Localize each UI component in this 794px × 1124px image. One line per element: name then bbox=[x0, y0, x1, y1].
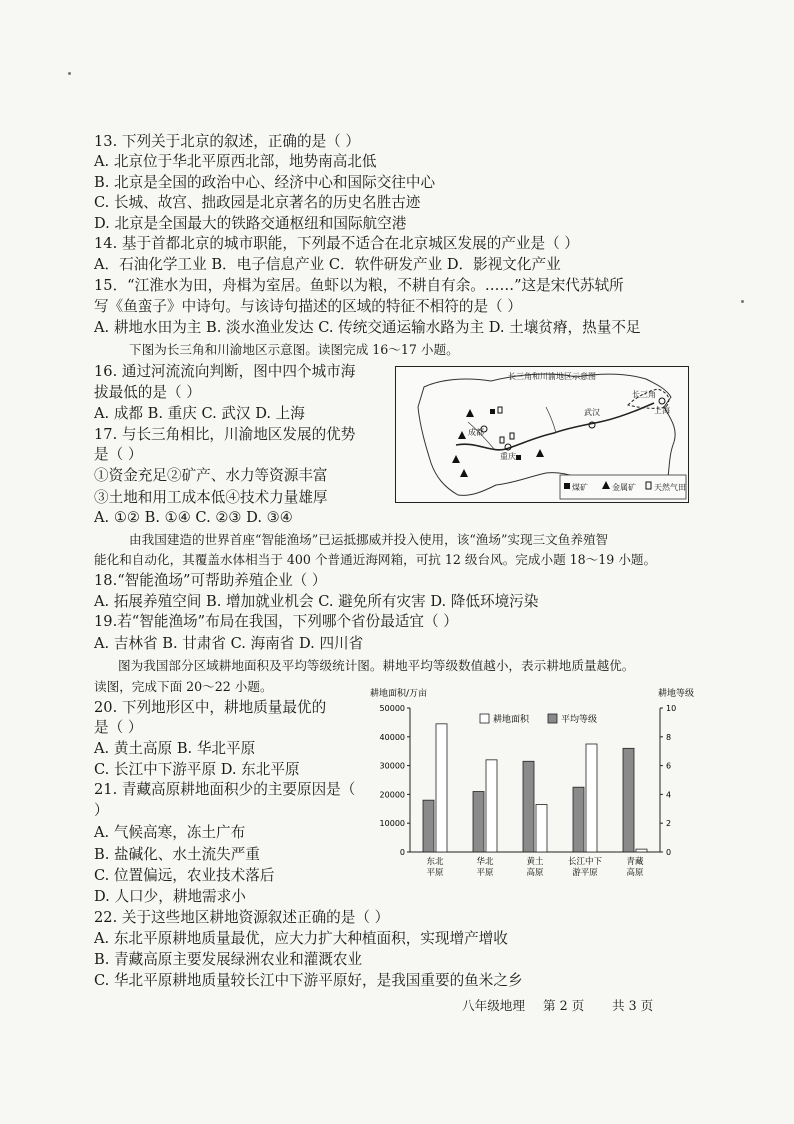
chart-svg bbox=[368, 686, 698, 886]
city-label-chongqing: 重庆 bbox=[500, 452, 516, 461]
bar-grade-1 bbox=[473, 792, 484, 852]
q19-stem: 19.若“智能渔场”布局在我国，下列哪个省份最适宜（ ） bbox=[94, 613, 458, 630]
x-tick-label: 黄土 bbox=[526, 857, 544, 867]
q13-option-d: D. 北京是全国最大的铁路交通枢纽和国际航空港 bbox=[94, 215, 407, 232]
shanghai-marker bbox=[659, 398, 665, 404]
bar-grade-4 bbox=[623, 748, 634, 852]
right-tick-label: 8 bbox=[666, 732, 672, 742]
right-tick-label: 6 bbox=[666, 761, 672, 771]
q13-stem: 13. 下列关于北京的叙述，正确的是（ ） bbox=[94, 133, 360, 150]
q17-statement-1: ①资金充足②矿产、水力等资源丰富 bbox=[94, 467, 328, 484]
bar-grade-2 bbox=[523, 761, 534, 852]
legend-coal-label: 煤矿 bbox=[572, 483, 588, 492]
q14-stem: 14. 基于首都北京的城市职能，下列最不适合在北京城区发展的产业是（ ） bbox=[94, 235, 579, 252]
bar-grade-0 bbox=[423, 800, 434, 852]
q22-option-c: C. 华北平原耕地质量较长江中下游平原好，是我国重要的鱼米之乡 bbox=[94, 972, 523, 989]
legend-area-swatch bbox=[480, 714, 489, 723]
bar-grade-3 bbox=[573, 787, 584, 852]
q21-option-a: A. 气候高寒，冻土广布 bbox=[94, 824, 246, 841]
left-tick-label: 50000 bbox=[379, 704, 405, 713]
q21-option-b: B. 盐碱化、水土流失严重 bbox=[94, 846, 260, 863]
legend-metal-label: 金属矿 bbox=[612, 483, 636, 492]
q17-stem-1: 17. 与长三角相比，川渝地区发展的优势 bbox=[94, 426, 356, 443]
x-tick-label: 长江中下 bbox=[567, 857, 603, 867]
q21-stem-2: ） bbox=[94, 802, 109, 819]
metal-mine-symbol bbox=[536, 449, 544, 457]
farmland-bar-chart bbox=[368, 686, 698, 886]
q16-options: A. 成都 B. 重庆 C. 武汉 D. 上海 bbox=[94, 405, 305, 422]
x-tick-label: 高原 bbox=[526, 868, 544, 878]
bar-area-0 bbox=[436, 724, 447, 852]
right-tick-label: 0 bbox=[666, 848, 672, 857]
left-tick-label: 10000 bbox=[379, 819, 405, 829]
fishery-intro-2: 能化和自动化，其覆盖水体相当于 400 个普通近海网箱，可抗 12 级台风。完成小题 18～19 小题。 bbox=[94, 552, 657, 567]
q14-options: A．石油化学工业 B．电子信息产业 C．软件研发产业 D．影视文化产业 bbox=[94, 256, 561, 273]
gas-field-symbol bbox=[498, 407, 502, 413]
metal-mine-symbol bbox=[458, 431, 466, 439]
right-axis-title: 耕地等级 bbox=[657, 689, 694, 699]
coal-mine-symbol bbox=[490, 409, 495, 414]
q21-option-d: D. 人口少，耕地需求小 bbox=[94, 888, 246, 905]
left-axis-title: 耕地面积/万亩 bbox=[370, 689, 428, 699]
q17-stem-2: 是（ ） bbox=[94, 446, 143, 463]
q16-stem-1: 16. 通过河流流向判断，图中四个城市海 bbox=[94, 363, 356, 380]
q20-stem-1: 20. 下列地形区中，耕地质量最优的 bbox=[94, 699, 327, 716]
scan-speck bbox=[68, 72, 71, 75]
left-tick-label: 20000 bbox=[379, 790, 405, 800]
legend-grade-swatch bbox=[548, 714, 557, 723]
left-tick-label: 0 bbox=[399, 848, 405, 857]
city-label-wuhan: 武汉 bbox=[584, 408, 600, 417]
q19-options: A. 吉林省 B. 甘肃省 C. 海南省 D. 四川省 bbox=[94, 635, 364, 652]
bar-area-1 bbox=[486, 760, 497, 852]
q13-option-b: B. 北京是全国的政治中心、经济中心和国际交往中心 bbox=[94, 174, 436, 191]
footer-page: 第 2 页 bbox=[543, 998, 585, 1013]
q15-stem-1: 15．“江淮水为田，舟楫为室居。鱼虾以为粮，不耕自有余。……”这是宋代苏轼所 bbox=[94, 277, 624, 294]
city-label-chengdu: 成都 bbox=[468, 428, 484, 437]
left-tick-label: 40000 bbox=[379, 732, 405, 742]
left-tick-label: 30000 bbox=[379, 761, 405, 771]
chart-intro-2: 读图，完成下面 20～22 小题。 bbox=[94, 679, 273, 694]
yangtze-map-figure bbox=[395, 366, 689, 503]
q21-option-c: C. 位置偏远，农业技术落后 bbox=[94, 867, 275, 884]
metal-mine-symbol bbox=[466, 409, 474, 417]
q15-options: A. 耕地水田为主 B. 淡水渔业发达 C. 传统交通运输水路为主 D. 土壤贫瘠，热量不足 bbox=[94, 319, 641, 336]
q20-stem-2: 是（ ） bbox=[94, 719, 143, 736]
q16-stem-2: 拔最低的是（ ） bbox=[94, 384, 201, 401]
map-title: 长三角和川渝地区示意图 bbox=[508, 372, 596, 381]
metal-mine-symbol bbox=[460, 469, 468, 477]
gas-field-symbol bbox=[500, 437, 504, 443]
x-tick-label: 青藏 bbox=[626, 857, 644, 867]
x-tick-label: 游平原 bbox=[572, 868, 598, 878]
fishery-intro-1: 由我国建造的世界首座“智能渔场”已运抵挪威并投入使用，该“渔场”实现三文鱼养殖智 bbox=[129, 532, 609, 547]
x-tick-label: 平原 bbox=[476, 868, 494, 878]
bar-area-3 bbox=[586, 744, 597, 852]
x-tick-label: 平原 bbox=[426, 868, 444, 878]
legend-grade-label: 平均等级 bbox=[561, 715, 598, 725]
city-label-shanghai: 上海 bbox=[654, 406, 670, 415]
q22-stem: 22. 关于这些地区耕地资源叙述正确的是（ ） bbox=[94, 909, 390, 926]
yangtze-map-drawing bbox=[396, 367, 688, 502]
bar-area-4 bbox=[636, 849, 647, 852]
map-intro: 下图为长三角和川渝地区示意图。读图完成 16～17 小题。 bbox=[129, 342, 459, 357]
x-tick-label: 华北 bbox=[476, 857, 494, 867]
q17-statement-2: ③土地和用工成本低④技术力量雄厚 bbox=[94, 489, 328, 506]
footer-grade: 八年级地理 bbox=[462, 998, 525, 1013]
region-label-delta: 长三角 bbox=[632, 390, 656, 399]
footer-total: 共 3 页 bbox=[612, 998, 654, 1013]
chart-intro-1: 图为我国部分区域耕地面积及平均等级统计图。耕地平均等级数值越小，表示耕地质量越优。 bbox=[118, 658, 635, 673]
legend-gas-label: 天然气田 bbox=[654, 483, 686, 492]
right-tick-label: 4 bbox=[666, 790, 672, 800]
metal-mine-symbol bbox=[452, 455, 460, 463]
q15-stem-2: 写《鱼蛮子》中诗句。与该诗句描述的区域的特征不相符的是（ ） bbox=[94, 298, 522, 315]
scan-speck bbox=[741, 300, 744, 303]
q22-option-b: B. 青藏高原主要发展绿洲农业和灌溉农业 bbox=[94, 951, 363, 968]
q17-options: A. ①② B. ①④ C. ②③ D. ③④ bbox=[94, 509, 293, 526]
gas-field-symbol bbox=[510, 433, 514, 439]
right-tick-label: 10 bbox=[666, 704, 677, 713]
q18-stem: 18.“智能渔场”可帮助养殖企业（ ） bbox=[94, 572, 327, 589]
q21-stem-1: 21. 青藏高原耕地面积少的主要原因是（ bbox=[94, 781, 356, 798]
tributary-line bbox=[546, 407, 556, 433]
q20-options-ab: A. 黄土高原 B. 华北平原 bbox=[94, 740, 256, 757]
right-tick-label: 2 bbox=[666, 819, 672, 829]
legend-coal-symbol bbox=[564, 483, 570, 489]
bar-area-2 bbox=[536, 804, 547, 852]
x-tick-label: 东北 bbox=[426, 857, 444, 867]
x-tick-label: 高原 bbox=[626, 868, 644, 878]
q18-options: A. 拓展养殖空间 B. 增加就业机会 C. 避免所有灾害 D. 降低环境污染 bbox=[94, 593, 539, 610]
coal-mine-symbol bbox=[516, 455, 521, 460]
q13-option-c: C. 长城、故宫、拙政园是北京著名的历史名胜古迹 bbox=[94, 194, 421, 211]
q13-option-a: A. 北京位于华北平原西北部，地势南高北低 bbox=[94, 153, 377, 170]
legend-area-label: 耕地面积 bbox=[493, 715, 530, 725]
q22-option-a: A. 东北平原耕地质量最优，应大力扩大种植面积，实现增产增收 bbox=[94, 930, 508, 947]
q20-options-cd: C. 长江中下游平原 D. 东北平原 bbox=[94, 761, 300, 778]
